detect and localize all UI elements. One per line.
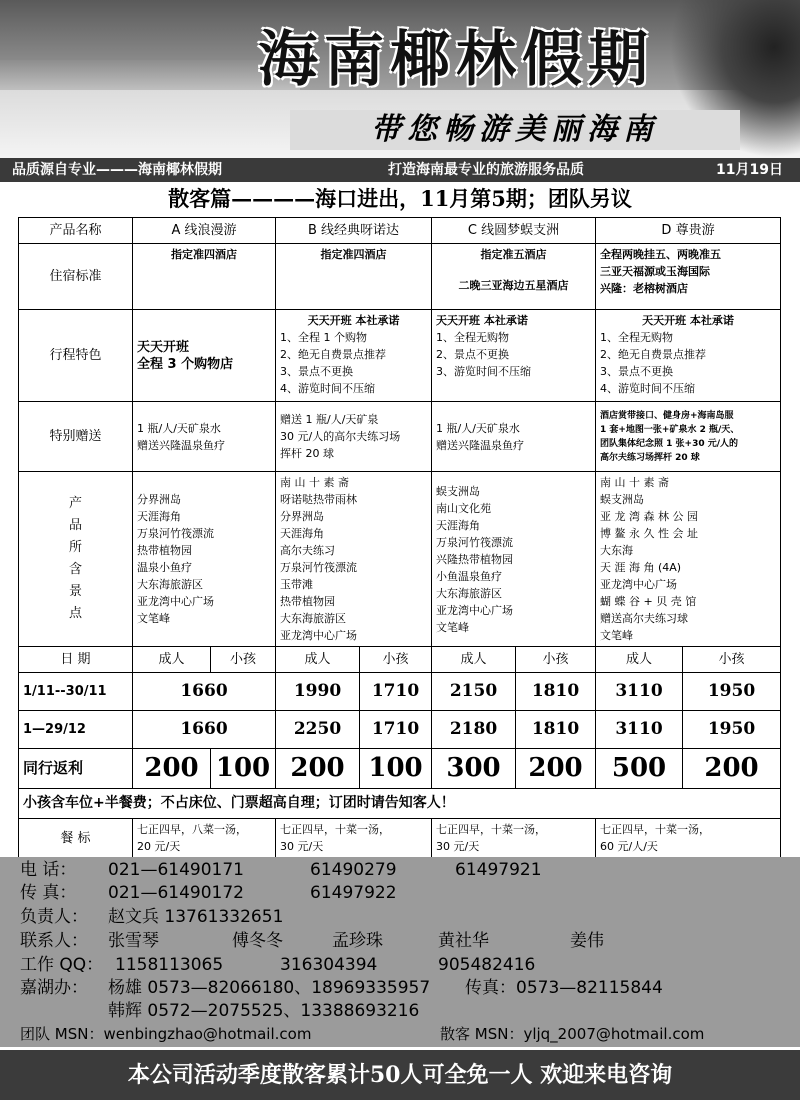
adult-header: 成人	[596, 647, 683, 673]
feature-a-line: 天天开班	[137, 339, 190, 355]
slogan-left: 品质源自专业———海南椰林假期	[12, 162, 222, 178]
phone-number[interactable]: 61497921	[455, 860, 542, 880]
fax-label: 传 真：	[20, 883, 77, 903]
sights-label	[19, 472, 133, 647]
price-cell: 1810	[516, 673, 596, 711]
sight-item: 南 山 十 素 斋	[280, 476, 349, 489]
sight-item: 分界洲岛	[137, 493, 181, 506]
hotel-a: 指定准四酒店	[133, 244, 276, 310]
sights-d	[596, 472, 781, 647]
sight-item: 兴隆热带植物园	[436, 552, 513, 566]
contact-person: 孟珍珠	[332, 931, 383, 951]
sight-item: 大东海旅游区	[280, 612, 346, 625]
price-cell: 1710	[360, 711, 432, 749]
sight-item: 文笔峰	[137, 612, 170, 625]
child-header: 小孩	[516, 647, 596, 673]
rebate-cell: 500	[596, 749, 683, 789]
gift-b-line: 30 元/人的高尔夫练习场	[280, 430, 401, 443]
contact-person: 张雪琴	[108, 931, 159, 951]
sight-item: 蜈支洲岛	[436, 484, 480, 498]
sight-item: 呀诺哒热带雨林	[280, 493, 357, 506]
contact-person: 黄社华	[438, 931, 489, 951]
price-cell: 1990	[276, 673, 360, 711]
main-title: 海南椰林假期	[258, 25, 654, 95]
product-name-label: 产品名称	[19, 218, 133, 244]
sight-item: 南 山 十 素 斋	[600, 476, 669, 489]
sight-item: 天涯海角	[280, 527, 324, 540]
adult-header: 成人	[133, 647, 211, 673]
sights-c	[432, 472, 596, 647]
slogan-middle: 打造海南最专业的旅游服务品质	[388, 162, 584, 178]
feature-c-line: 2、景点不更换	[436, 348, 509, 361]
hotel-d	[596, 244, 781, 310]
sight-item: 亚龙湾中心广场	[600, 578, 677, 591]
sight-item: 博 鳌 永 久 性 会 址	[600, 527, 698, 540]
sight-item: 蜈支洲岛	[600, 493, 644, 506]
meal-a	[133, 819, 276, 858]
hotel-c	[432, 244, 596, 310]
feature-d-line: 4、游览时间不压缩	[600, 382, 695, 395]
qq-label: 工作 QQ：	[20, 955, 104, 975]
meal-c	[432, 819, 596, 858]
gift-d-line: 1 套+地图一张+矿泉水 2 瓶/天、	[600, 424, 740, 435]
meal-a-line: 20 元/天	[137, 840, 181, 853]
price-cell: 1660	[133, 711, 276, 749]
sights-label-text: 产品所含景点	[68, 496, 82, 621]
phone-number[interactable]: 61490279	[310, 860, 397, 880]
rebate-cell: 200	[133, 749, 211, 789]
hotel-b: 指定准四酒店	[276, 244, 432, 310]
sight-item: 文笔峰	[436, 620, 469, 634]
sight-item: 大东海旅游区	[436, 586, 502, 600]
date-label: 日 期	[19, 647, 133, 673]
sight-item: 玉带滩	[280, 578, 313, 591]
meal-d-line: 七正四早，十菜一汤，	[600, 823, 710, 836]
feature-d-line: 2、绝无自费景点推荐	[600, 348, 706, 361]
feature-d-line: 1、全程无购物	[600, 331, 673, 344]
manager-info: 赵文兵 13761332651	[108, 907, 284, 927]
feature-c-line: 3、游览时间不压缩	[436, 365, 531, 378]
meal-d	[596, 819, 781, 858]
gift-c-line: 赠送兴隆温泉鱼疗	[436, 438, 524, 452]
gift-c-line: 1 瓶/人/天矿泉水	[436, 421, 520, 435]
gift-a-line: 赠送兴隆温泉鱼疗	[137, 438, 225, 452]
rebate-cell: 300	[432, 749, 516, 789]
sight-item: 大东海旅游区	[137, 578, 203, 591]
hotel-c-line: 指定准五酒店	[480, 248, 547, 261]
sights-b	[276, 472, 432, 647]
meal-d-line: 60 元/人/天	[600, 840, 658, 853]
feature-c-line: 天天开班 本社承诺	[436, 314, 528, 327]
adult-header: 成人	[432, 647, 516, 673]
sight-item: 万泉河竹筏漂流	[436, 535, 513, 549]
gift-b-line: 挥杆 20 球	[280, 447, 334, 460]
hotel-d-line: 兴隆：老榕树酒店	[600, 282, 688, 295]
meal-b	[276, 819, 432, 858]
meal-c-line: 30 元/天	[436, 840, 480, 853]
sight-item: 小鱼温泉鱼疗	[436, 569, 502, 583]
sight-item: 高尔夫练习	[280, 544, 335, 557]
contact-person: 姜伟	[570, 931, 604, 951]
gift-a-line: 1 瓶/人/天矿泉水	[137, 421, 221, 435]
price-cell: 1810	[516, 711, 596, 749]
feature-b-line: 天天开班 本社承诺	[307, 314, 400, 327]
jiaxing-contact: 韩辉 0572—2075525、13388693216	[108, 1001, 420, 1021]
feature-c-line: 1、全程无购物	[436, 331, 509, 344]
rebate-cell: 100	[211, 749, 276, 789]
footer-promo: 本公司活动季度散客累计50人可全免一人 欢迎来电咨询	[0, 1050, 800, 1100]
feature-b	[276, 310, 432, 402]
contact-person: 傅冬冬	[232, 931, 283, 951]
gift-a	[133, 402, 276, 472]
phone-number[interactable]: 021—61490171	[108, 860, 244, 880]
fax-number: 021—61490172	[108, 883, 244, 903]
qq-number[interactable]: 316304394	[280, 955, 378, 975]
hotel-d-line: 全程两晚挂五、两晚准五	[600, 248, 721, 261]
product-a-name: A 线浪漫游	[133, 218, 276, 244]
child-header: 小孩	[211, 647, 276, 673]
gift-d	[596, 402, 781, 472]
price-cell: 1950	[683, 711, 781, 749]
qq-number[interactable]: 905482416	[438, 955, 536, 975]
contacts-label: 联系人：	[20, 931, 88, 951]
fit-msn[interactable]: 散客 MSN：yljq_2007@hotmail.com	[440, 1025, 705, 1043]
sight-item: 分界洲岛	[280, 510, 324, 523]
date-range: 1—29/12	[19, 711, 133, 749]
jiaxing-contact: 杨雄 0573—82066180、18969335957	[108, 978, 431, 998]
price-cell: 3110	[596, 673, 683, 711]
price-cell: 2150	[432, 673, 516, 711]
pricing-table	[18, 217, 781, 858]
issue-date: 11月19日	[716, 162, 783, 178]
meal-a-line: 七正四早，八菜一汤，	[137, 823, 247, 836]
feature-b-line: 2、绝无自费景点推荐	[280, 348, 386, 361]
hotel-label: 住宿标准	[19, 244, 133, 310]
feature-c	[432, 310, 596, 402]
jiaxing-label: 嘉湖办：	[20, 978, 88, 998]
feature-a	[133, 310, 276, 402]
price-cell: 2250	[276, 711, 360, 749]
product-b-name: B 线经典呀诺达	[276, 218, 432, 244]
child-policy-notice: 小孩含车位+半餐费；不占床位、门票超高自理；订团时请告知客人！	[19, 789, 781, 819]
gift-d-line: 高尔夫练习场挥杆 20 球	[600, 452, 700, 463]
meal-b-line: 七正四早，十菜一汤，	[280, 823, 390, 836]
sight-item: 热带植物园	[137, 544, 192, 557]
feature-d-line: 天天开班 本社承诺	[642, 314, 734, 327]
jiaxing-fax: 传真：0573—82115844	[465, 978, 663, 998]
sight-item: 天涯海角	[137, 510, 181, 523]
section-title: 散客篇————海口进出，11月第5期；团队另议	[168, 186, 632, 211]
rebate-cell: 200	[276, 749, 360, 789]
date-range: 1/11--30/11	[19, 673, 133, 711]
product-d-name: D 尊贵游	[596, 218, 781, 244]
meal-b-line: 30 元/天	[280, 840, 324, 853]
rebate-cell: 200	[516, 749, 596, 789]
contact-section	[0, 857, 800, 1047]
gift-c	[432, 402, 596, 472]
sight-item: 热带植物园	[280, 595, 335, 608]
sight-item: 温泉小鱼疗	[137, 561, 192, 574]
feature-b-line: 3、景点不更换	[280, 365, 353, 378]
sub-title: 带您畅游美丽海南	[290, 110, 740, 150]
team-msn[interactable]: 团队 MSN：wenbingzhao@hotmail.com	[20, 1025, 312, 1043]
gift-b-line: 赠送 1 瓶/人/天矿泉	[280, 413, 379, 426]
sight-item: 亚龙湾中心广场	[137, 595, 214, 608]
hotel-c-line: 二晚三亚海边五星酒店	[458, 279, 569, 292]
hotel-d-line: 三亚天福源或玉海国际	[600, 265, 710, 278]
sight-item: 赠送高尔夫练习球	[600, 612, 688, 625]
fax-number: 61497922	[310, 883, 397, 903]
price-cell: 1660	[133, 673, 276, 711]
feature-d	[596, 310, 781, 402]
sight-item: 文笔峰	[600, 629, 633, 642]
meal-c-line: 七正四早，十菜一汤，	[436, 823, 546, 836]
price-cell: 2180	[432, 711, 516, 749]
price-cell: 3110	[596, 711, 683, 749]
sight-item: 亚龙湾中心广场	[436, 603, 513, 617]
feature-b-line: 4、游览时间不压缩	[280, 382, 375, 395]
qq-number[interactable]: 1158113065	[115, 955, 224, 975]
sight-item: 蝴 蝶 谷 + 贝 壳 馆	[600, 595, 697, 608]
meal-label: 餐 标	[19, 819, 133, 858]
sight-item: 亚龙湾中心广场	[280, 629, 357, 642]
sight-item: 万泉河竹筏漂流	[280, 561, 357, 574]
sight-item: 亚 龙 湾 森 林 公 园	[600, 510, 698, 523]
sight-item: 南山文化苑	[436, 501, 491, 515]
child-header: 小孩	[683, 647, 781, 673]
feature-d-line: 3、景点不更换	[600, 365, 673, 378]
phone-label: 电 话：	[20, 860, 77, 880]
product-c-name: C 线圆梦蜈支洲	[432, 218, 596, 244]
header-banner-image	[0, 0, 800, 158]
gift-d-line: 酒店赏带接口、健身房+海南岛服	[600, 410, 734, 421]
rebate-cell: 100	[360, 749, 432, 789]
child-header: 小孩	[360, 647, 432, 673]
rebate-label: 同行返利	[19, 749, 133, 789]
feature-a-line: 全程 3 个购物店	[137, 356, 234, 372]
gift-label: 特别赠送	[19, 402, 133, 472]
sight-item: 万泉河竹筏漂流	[137, 527, 214, 540]
adult-header: 成人	[276, 647, 360, 673]
gift-b	[276, 402, 432, 472]
sight-item: 天 涯 海 角 (4A)	[600, 561, 682, 574]
rebate-cell: 200	[683, 749, 781, 789]
manager-label: 负责人：	[20, 907, 88, 927]
price-cell: 1710	[360, 673, 432, 711]
sights-a	[133, 472, 276, 647]
feature-b-line: 1、全程 1 个购物	[280, 331, 367, 344]
sight-item: 大东海	[600, 544, 633, 557]
feature-label: 行程特色	[19, 310, 133, 402]
gift-d-line: 团队集体纪念照 1 张+30 元/人的	[600, 438, 739, 449]
slogan-banner	[0, 158, 800, 182]
sight-item: 天涯海角	[436, 518, 480, 532]
price-cell: 1950	[683, 673, 781, 711]
